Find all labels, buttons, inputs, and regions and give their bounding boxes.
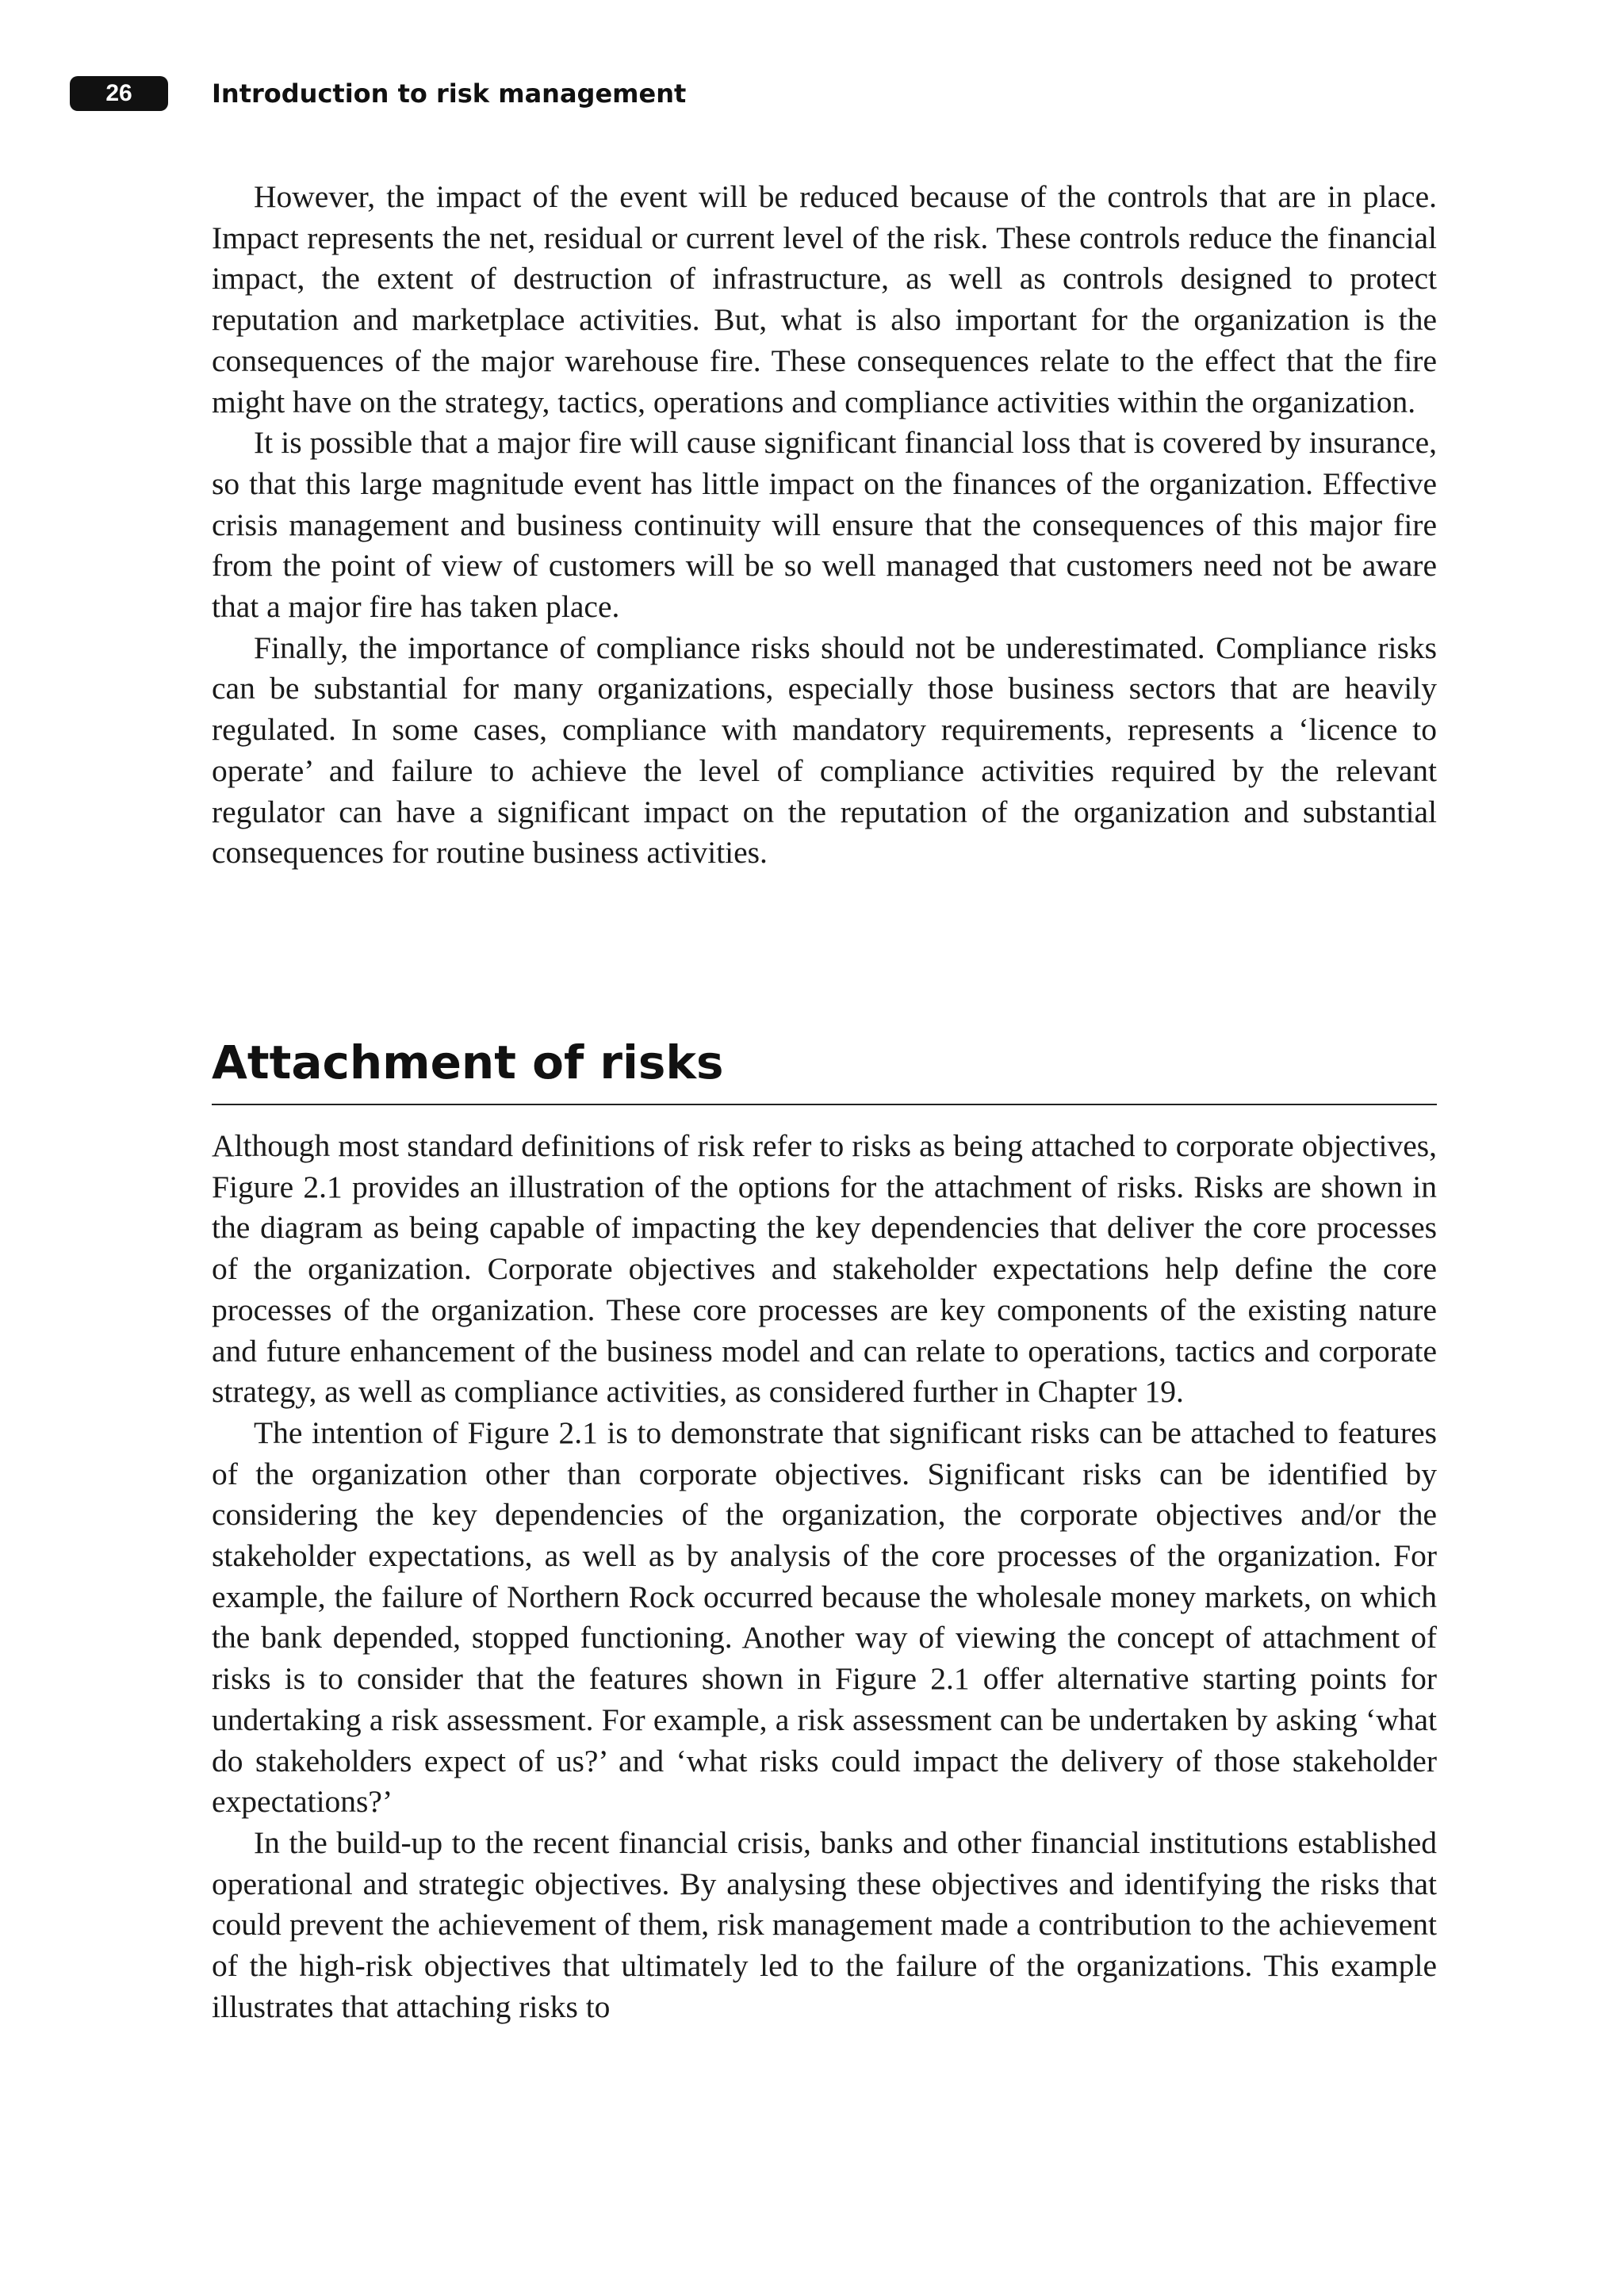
paragraph: In the build-up to the recent financial crisis, banks and other financial institutions established operational and strategic objectives. By analysing these objectives and identifying the risks that could prevent the achievement of them, risk management made a contribution to the achievement of the high-risk objectives that ultimately led to the failure of the organizations. This example illustrates that attaching risks to bbox=[212, 1824, 1437, 2024]
section-text bbox=[212, 1126, 1437, 2027]
paragraph: Finally, the importance of compliance risks should not be underestimated. Compliance risks can be substantial for many organizations, especially those business sectors that are heavily regulated. In some cases, compliance with mandatory requirements, represents a ‘licence to operate’ and failure to achieve the level of compliance activities required by the relevant regulator can have a significant impact on the reputation of the organization and substantial consequences for routine business activities. bbox=[212, 630, 1437, 871]
intro-text bbox=[212, 177, 1437, 874]
paragraph: Although most standard definitions of risk refer to risks as being attached to corporate objectives, Figure 2.1 provides an illustration of the options for the attachment of risks. Risks are shown in the diagram as being capable of impacting the key dependencies that deliver the core processes of the organization. Corporate objectives and stakeholder expectations help define the core processes of the organization. These core processes are key components of the existing nature and future enhancement of the business model and can relate to operations, tactics and corporate strategy, as well as compliance activities, as considered further in Chapter 19. bbox=[212, 1128, 1437, 1410]
running-head bbox=[70, 76, 686, 111]
page-number: 26 bbox=[70, 76, 168, 111]
section-heading: Attachment of risks bbox=[212, 1035, 724, 1089]
paragraph: It is possible that a major fire will cause significant financial loss that is covered by insurance, so that this large magnitude event has little impact on the finances of the organization. Effective crisis management and business continuity will ensure that the consequences of this major fire from the point of view of customers will be so well managed that customers need not be aware that a major fire has taken place. bbox=[212, 425, 1437, 625]
paragraph: The intention of Figure 2.1 is to demonstrate that significant risks can be attached to features of the organization other than corporate objectives. Significant risks can be identified by considering the key dependencies of the organization, the corporate objectives and/or the stakeholder expectations, as well as by analysis of the core processes of the organization. For example, the failure of Northern Rock occurred because the wholesale money markets, on which the bank depended, stopped functioning. Another way of viewing the concept of attachment of risks is to consider that the features shown in Figure 2.1 offer alternative starting points for undertaking a risk assessment. For example, a risk assessment can be undertaken by asking ‘what do stakeholders expect of us?’ and ‘what risks could impact the delivery of those stakeholder expectations?’ bbox=[212, 1414, 1437, 1820]
running-title: Introduction to risk management bbox=[212, 78, 687, 109]
paragraph: However, the impact of the event will be reduced because of the controls that are in place. Impact represents the net, residual or current level of the risk. These controls reduce the financial impact, the extent of destruction of infrastructure, as well as controls designed to protect reputation and marketplace activities. But, what is also important for the organization is the consequences of the major warehouse fire. These consequences relate to the effect that the fire might have on the strategy, tactics, operations and compliance activities within the organization. bbox=[212, 179, 1437, 419]
heading-rule bbox=[212, 1104, 1437, 1105]
